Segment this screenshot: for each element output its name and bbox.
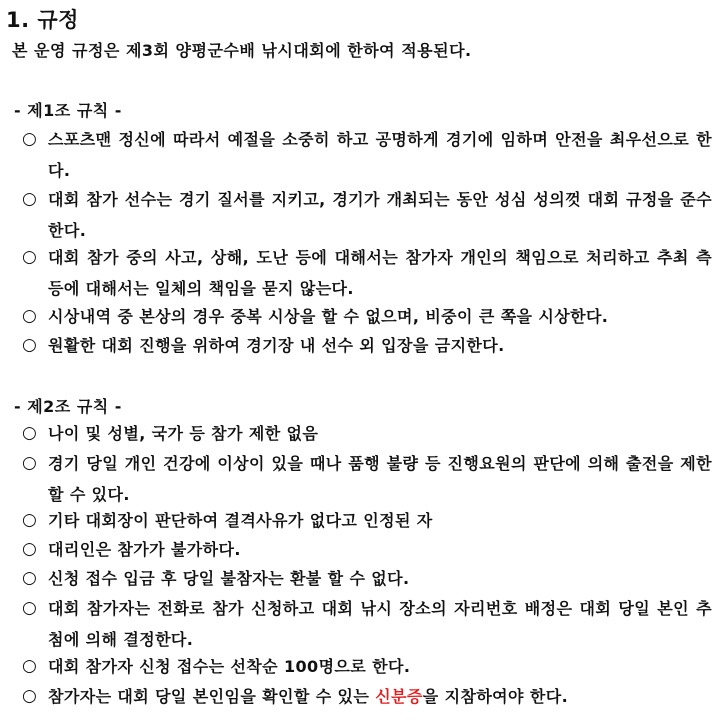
list-item	[22, 124, 712, 186]
circle-bullet-icon: ○	[22, 510, 38, 530]
list-item-text: 기타 대회장이 판단하여 결격사유가 없다고 인정된 자	[48, 511, 433, 530]
list-item-text-after: 을 지참하여야 한다.	[422, 687, 569, 706]
list-item-text: 신청 접수 입금 후 당일 불참자는 환불 할 수 없다.	[48, 569, 410, 588]
list-item-text: 대회 참가자 신청 접수는 선착순 100명으로 한다.	[48, 657, 411, 676]
list-item-text: 대회 참가 선수는 경기 질서를 지키고, 경기가 개최되는 동안 성심 성의껏 대회 규정을 준수한다.	[48, 190, 712, 240]
list-item	[22, 534, 712, 565]
article-2-title: - 제2조 규칙 -	[14, 397, 122, 416]
list-item	[22, 681, 712, 712]
list-item	[22, 448, 712, 510]
id-card-highlight: 신분증	[375, 687, 423, 706]
circle-bullet-icon: ○	[22, 335, 38, 355]
list-item-text	[48, 681, 712, 712]
article-1-title: - 제1조 규칙 -	[14, 101, 122, 120]
circle-bullet-icon: ○	[22, 423, 38, 443]
list-item-text: 나이 및 성별, 국가 등 참가 제한 없음	[48, 424, 319, 443]
circle-bullet-icon: ○	[22, 453, 38, 473]
circle-bullet-icon: ○	[22, 568, 38, 588]
circle-bullet-icon: ○	[22, 598, 38, 618]
list-item	[22, 184, 712, 246]
list-item	[22, 593, 712, 655]
list-item-text: 대회 참가 중의 사고, 상해, 도난 등에 대해서는 참가자 개인의 책임으로 처리하고 추최 측 등에 대해서는 일체의 책임을 묻지 않는다.	[48, 248, 712, 298]
list-item-text: 스포츠맨 정신에 따라서 예절을 소중히 하고 공명하게 경기에 임하며 안전을 최우선으로 한다.	[48, 130, 712, 180]
list-item-text: 경기 당일 개인 건강에 이상이 있을 때나 품행 불량 등 진행요원의 판단에 의해 출전을 제한할 수 있다.	[48, 454, 712, 504]
intro-text: 본 운영 규정은 제3회 양평군수배 낚시대회에 한하여 적용된다.	[12, 41, 472, 60]
list-item-text: 원활한 대회 진행을 위하여 경기장 내 선수 외 입장을 금지한다.	[48, 336, 505, 355]
section-heading: 1. 규정	[6, 8, 79, 32]
list-item-text: 대리인은 참가가 불가하다.	[48, 540, 241, 559]
list-item-text-before: 참가자는 대회 당일 본인임을 확인할 수 있는	[48, 687, 376, 706]
list-item	[22, 505, 712, 536]
list-item	[22, 563, 712, 594]
list-item	[22, 301, 712, 332]
circle-bullet-icon: ○	[22, 686, 38, 706]
circle-bullet-icon: ○	[22, 306, 38, 326]
circle-bullet-icon: ○	[22, 189, 38, 209]
circle-bullet-icon: ○	[22, 539, 38, 559]
circle-bullet-icon: ○	[22, 656, 38, 676]
list-item-text: 시상내역 중 본상의 경우 중복 시상을 할 수 없으며, 비중이 큰 쪽을 시상한다.	[48, 307, 609, 326]
list-item-text: 대회 참가자는 전화로 참가 신청하고 대회 낚시 장소의 자리번호 배정은 대회 당일 본인 추첨에 의해 결정한다.	[48, 599, 712, 649]
list-item	[22, 418, 712, 449]
list-item	[22, 330, 712, 361]
list-item	[22, 651, 712, 682]
list-item	[22, 242, 712, 304]
circle-bullet-icon: ○	[22, 247, 38, 267]
circle-bullet-icon: ○	[22, 129, 38, 149]
